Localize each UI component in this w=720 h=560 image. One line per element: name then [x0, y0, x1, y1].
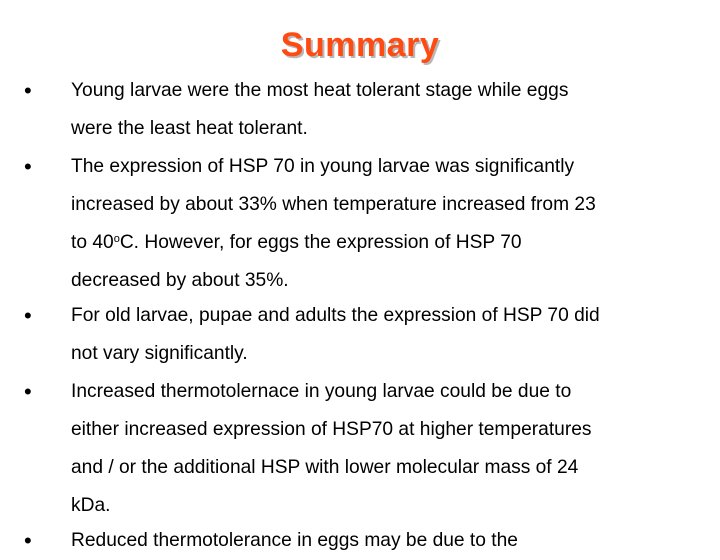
- bullet-line: and / or the additional HSP with lower molecular mass of 24: [71, 457, 579, 478]
- bullet-line: [71, 224, 701, 262]
- bullet-text: [71, 72, 701, 148]
- bullet-dot-icon: •: [24, 303, 32, 328]
- bullet-line: Young larvae were the most heat tolerant stage while eggs: [71, 80, 569, 101]
- bullet-dot-icon: •: [24, 154, 32, 179]
- bullet-dot-icon: •: [24, 528, 32, 553]
- bullet-line: increased by about 33% when temperature increased from 23: [71, 194, 596, 215]
- bullet-line: The expression of HSP 70 in young larvae was significantly: [71, 156, 575, 177]
- bullet-text: [71, 522, 701, 560]
- bullet-line-rest: C. However, for eggs the expression of HSP 70: [119, 232, 522, 253]
- bullet-line: either increased expression of HSP70 at higher temperatures: [71, 419, 592, 440]
- bullet-line: were the least heat tolerant.: [71, 118, 308, 139]
- bullet-dot-icon: •: [24, 78, 32, 103]
- temperature-text: to 40: [71, 232, 114, 253]
- slide-title: Summary: [280, 26, 440, 64]
- bullet-text: [71, 148, 701, 300]
- bullet-line: Increased thermotolernace in young larvae could be due to: [71, 381, 572, 402]
- bullet-text: [71, 373, 701, 525]
- bullet-line: not vary significantly.: [71, 343, 248, 364]
- bullet-text: [71, 297, 701, 373]
- bullet-line: For old larvae, pupae and adults the expression of HSP 70 did: [71, 305, 600, 326]
- bullet-line: decreased by about 35%.: [71, 270, 289, 291]
- degree-superscript: o: [113, 233, 120, 245]
- bullet-dot-icon: •: [24, 379, 32, 404]
- bullet-line: kDa.: [71, 495, 111, 516]
- bullet-line: Reduced thermotolerance in eggs may be due to the: [71, 530, 518, 551]
